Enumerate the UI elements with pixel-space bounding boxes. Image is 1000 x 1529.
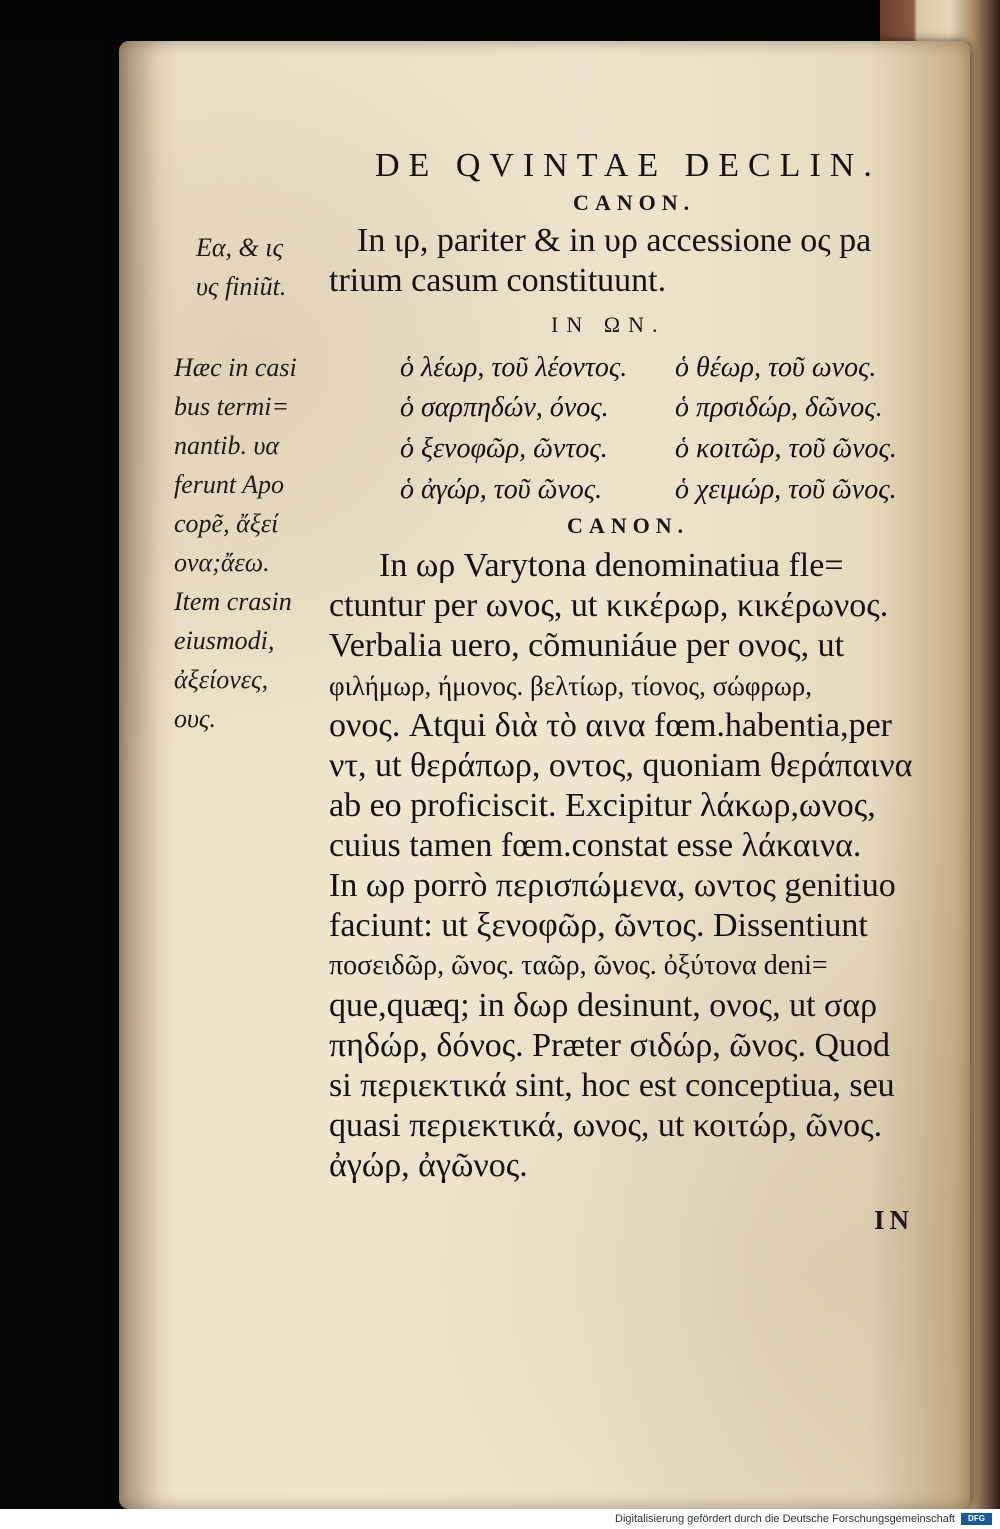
paradigm-row <box>400 391 883 425</box>
margin-note-line: ους. <box>174 704 216 733</box>
body-line: que,quæq; in δωρ desinunt, ονος, ut σαρ <box>329 987 878 1024</box>
margin-note-line: eiusmodi, <box>174 626 275 655</box>
margin-note-line: υς finiũt. <box>196 272 287 301</box>
margin-note-line: nantib. υα <box>174 431 280 460</box>
paradigm-right: ὁ πρσιδώρ, δῶνος. <box>675 392 883 423</box>
body-line: ονος. Atqui διὰ τὸ αινα fœm.habentia,per <box>329 707 892 744</box>
paradigm-left: ὁ σαρπηδών, όνος. <box>400 392 609 423</box>
body-line: In ωρ Varytona denominatiua fle= <box>379 547 844 584</box>
margin-note-line: Item crasin <box>174 587 292 616</box>
canon-heading: CANON. <box>567 513 690 538</box>
body-line: quasi περιεκτικά, ωνος, ut κοιτώρ, ῶνος. <box>329 1107 883 1144</box>
body-line: ctuntur per ωνος, ut κικέρωρ, κικέρωνος. <box>329 587 889 624</box>
margin-note-line: copẽ, ἄξεί <box>174 509 279 538</box>
margin-note-line: Hæc in casi <box>174 353 297 382</box>
body-line: πηδώρ, δόνος. Præter σιδώρ, ῶνος. Quod <box>329 1027 891 1064</box>
paradigm-left: ὁ ἀγώρ, τοῦ ῶνος. <box>400 474 603 505</box>
body-line: φιλήμωρ, ήμονος. βελτίωρ, τίονος, σώφρωρ, <box>329 671 812 701</box>
footer-credit: Digitalisierung gefördert durch die Deutsche Forschungsgemeinschaft <box>615 1513 955 1525</box>
body-line: ντ, ut θεράπωρ, οντος, quoniam θεράπαινα <box>329 747 913 784</box>
body-line: ποσειδῶρ, ῶνος. ταῶρ, ῶνος. ὀξύτονα deni= <box>329 950 828 981</box>
margin-note-line: Εα, & ις <box>196 233 284 262</box>
dfg-logo: DFG <box>961 1513 992 1525</box>
body-line: si περιεκτικά sint, hoc est conceptiua, seu <box>329 1067 895 1104</box>
margin-note-line: bus termi= <box>174 392 290 421</box>
margin-note-1 <box>196 228 286 306</box>
paradigm-row <box>400 473 897 507</box>
book-page <box>119 41 970 1509</box>
canon-heading: CANON. <box>573 190 696 215</box>
running-header: DE QVINTAE DECLIN. <box>375 147 881 184</box>
paradigm-right: ὁ θέωρ, τοῦ ωνος. <box>675 352 877 383</box>
body-line: faciunt: ut ξενοφῶρ, ῶντος. Dissentiunt <box>329 907 868 944</box>
catchword: IN <box>874 1205 915 1235</box>
paradigm-left: ὁ λέωρ, τοῦ λέοντος. <box>400 352 628 383</box>
body-line: ἀγώρ, ἀγῶνος. <box>329 1147 528 1184</box>
margin-note-line: ἀξείονες, <box>174 665 269 694</box>
canon-line: In ιρ, pariter & in υρ accessione ος pa <box>357 222 872 259</box>
section-subheading: IN ΩN. <box>551 312 666 337</box>
margin-note-line: ferunt Apo <box>174 470 285 499</box>
page-gutter-shadow <box>119 41 161 1509</box>
body-line: ab eo proficiscit. Excipitur λάκωρ,ωνος, <box>329 787 876 824</box>
paradigm-row <box>400 351 877 385</box>
paradigm-right: ὁ κοιτῶρ, τοῦ ῶνος. <box>675 433 897 464</box>
canon-line: trium casum constituunt. <box>329 262 667 299</box>
body-line: cuius tamen fœm.constat esse λάκαινα. <box>329 827 862 864</box>
paradigm-row <box>400 432 897 466</box>
dark-scan-background <box>0 0 1000 38</box>
paradigm-left: ὁ ξενοφῶρ, ῶντος. <box>400 433 608 464</box>
body-line: In ωρ porrò περισπώμενα, ωντος genitiuo <box>329 867 896 904</box>
margin-note-2 <box>174 348 297 738</box>
body-line: Verbalia uero, cõmuniáue per ονος, ut <box>329 627 845 664</box>
digitization-footer <box>0 1509 1000 1529</box>
paradigm-right: ὁ χειμώρ, τοῦ ῶνος. <box>675 474 897 505</box>
margin-note-line: ονα;ἄεω. <box>174 548 270 577</box>
